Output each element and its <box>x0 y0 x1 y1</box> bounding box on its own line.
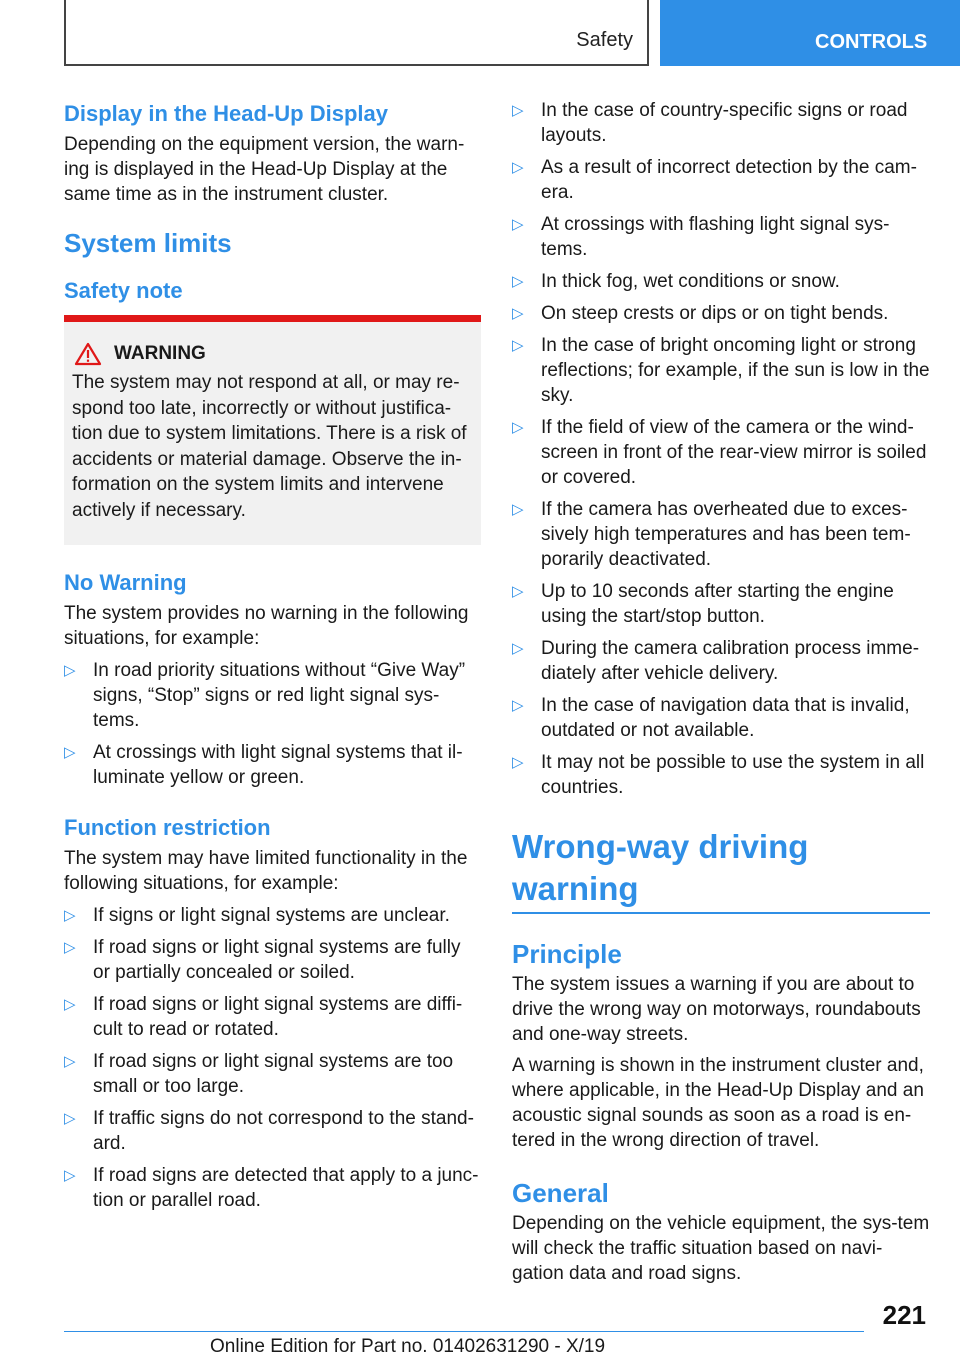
list-item: ▷ If road signs or light signal systems are diffi-cult to read or rotated. <box>64 994 463 1040</box>
list-item: ▷ At crossings with flashing light signal sys-tems. <box>512 214 890 260</box>
list-item: ▷ If road signs are detected that apply to a junc-tion or parallel road. <box>64 1165 479 1211</box>
header-chapter-tab <box>660 0 960 66</box>
no-warning-heading: No Warning <box>64 570 187 595</box>
header-section-label: Safety <box>576 29 633 51</box>
hud-heading: Display in the Head-Up Display <box>64 101 388 126</box>
list-item: ▷ It may not be possible to use the system in all countries. <box>512 752 925 798</box>
triangle-bullet-icon: ▷ <box>64 1053 76 1070</box>
warning-triangle-icon <box>74 342 102 366</box>
triangle-bullet-icon: ▷ <box>512 583 524 600</box>
no-warning-paragraph: The system provides no warning in the following situations, for example: <box>64 603 469 649</box>
list-item: ▷ In road priority situations without “Give Way” signs, “Stop” signs or red light signal sys-tems. <box>64 660 466 731</box>
warning-box <box>64 315 481 545</box>
warning-label: WARNING <box>114 343 206 364</box>
triangle-bullet-icon: ▷ <box>512 337 524 354</box>
triangle-bullet-icon: ▷ <box>512 419 524 436</box>
function-restriction-heading: Function restriction <box>64 815 271 840</box>
limits-continued-list <box>512 98 930 800</box>
triangle-bullet-icon: ▷ <box>512 273 524 290</box>
list-item: ▷ In the case of navigation data that is invalid, outdated or not available. <box>512 695 910 741</box>
triangle-bullet-icon: ▷ <box>64 662 76 679</box>
list-item: ▷ At crossings with light signal systems that il-luminate yellow or green. <box>64 742 463 788</box>
triangle-bullet-icon: ▷ <box>512 697 524 714</box>
list-item: ▷ Up to 10 seconds after starting the engine using the start/stop button. <box>512 581 894 627</box>
list-item: ▷ If the camera has overheated due to exces-sively high temperatures and has been tem-porarily deactivated. <box>512 499 911 570</box>
list-item: ▷ If traffic signs do not correspond to the stand-ard. <box>64 1108 474 1154</box>
list-item: ▷ On steep crests or dips or on tight bends. <box>512 303 889 324</box>
footer-edition: Online Edition for Part no. 01402631290 - X/19 <box>210 1336 606 1357</box>
triangle-bullet-icon: ▷ <box>512 501 524 518</box>
list-item: ▷ If road signs or light signal systems are too small or too large. <box>64 1051 454 1097</box>
list-item: ▷ In thick fog, wet conditions or snow. <box>512 271 840 292</box>
hud-paragraph: Depending on the equipment version, the warn-ing is displayed in the Head-Up Display at the same time as in the instrument cluster. <box>64 134 465 205</box>
no-warning-list <box>64 658 481 790</box>
triangle-bullet-icon: ▷ <box>64 907 76 924</box>
list-item: ▷ If the field of view of the camera or the wind-screen in front of the rear-view mirror is soiled or covered. <box>512 417 927 488</box>
right-column <box>512 98 930 1286</box>
warning-header <box>72 342 473 366</box>
safety-note-heading: Safety note <box>64 278 183 303</box>
triangle-bullet-icon: ▷ <box>64 744 76 761</box>
left-column <box>64 100 481 1213</box>
triangle-bullet-icon: ▷ <box>512 102 524 119</box>
triangle-bullet-icon: ▷ <box>64 1167 76 1184</box>
general-heading: General <box>512 1178 609 1208</box>
list-item: ▷ If road signs or light signal systems are fully or partially concealed or soiled. <box>64 937 461 983</box>
list-item: ▷ As a result of incorrect detection by the cam-era. <box>512 157 917 203</box>
footer-divider <box>64 1331 864 1332</box>
principle-paragraph-2: A warning is shown in the instrument cluster and, where applicable, in the Head-Up Display and an acoustic signal sounds as soon as a road is en-tered in the wrong direction of travel. <box>512 1055 924 1151</box>
triangle-bullet-icon: ▷ <box>512 216 524 233</box>
wrong-way-heading: Wrong-way driving warning <box>512 826 930 914</box>
general-paragraph: Depending on the vehicle equipment, the sys-tem will check the traffic situation based on navi-gation data and road signs. <box>512 1213 930 1284</box>
list-item: ▷ If signs or light signal systems are unclear. <box>64 905 450 926</box>
principle-paragraph-1: The system issues a warning if you are about to drive the wrong way on motorways, roundabouts and one-way streets. <box>512 974 921 1045</box>
page-number: 221 <box>882 1300 926 1330</box>
function-restriction-list <box>64 903 481 1213</box>
triangle-bullet-icon: ▷ <box>512 640 524 657</box>
header-section-box <box>64 0 649 66</box>
triangle-bullet-icon: ▷ <box>512 159 524 176</box>
header-chapter-label: CONTROLS <box>815 31 928 53</box>
triangle-bullet-icon: ▷ <box>64 1110 76 1127</box>
list-item: ▷ During the camera calibration process imme-diately after vehicle delivery. <box>512 638 920 684</box>
triangle-bullet-icon: ▷ <box>512 305 524 322</box>
system-limits-heading: System limits <box>64 228 232 258</box>
function-restriction-paragraph: The system may have limited functionality in the following situations, for example: <box>64 848 468 894</box>
triangle-bullet-icon: ▷ <box>64 996 76 1013</box>
list-item: ▷ In the case of country-specific signs or road layouts. <box>512 100 908 146</box>
triangle-bullet-icon: ▷ <box>512 754 524 771</box>
list-item: ▷ In the case of bright oncoming light or strong reflections; for example, if the sun is low in the sky. <box>512 335 930 406</box>
triangle-bullet-icon: ▷ <box>64 939 76 956</box>
warning-text: The system may not respond at all, or may re-spond too late, incorrectly or without justifica-tion due to system limitations. There is a risk of accidents or material damage. Observe the in-formation on the system limits and intervene actively if necessary. <box>72 372 467 521</box>
principle-heading: Principle <box>512 939 622 969</box>
